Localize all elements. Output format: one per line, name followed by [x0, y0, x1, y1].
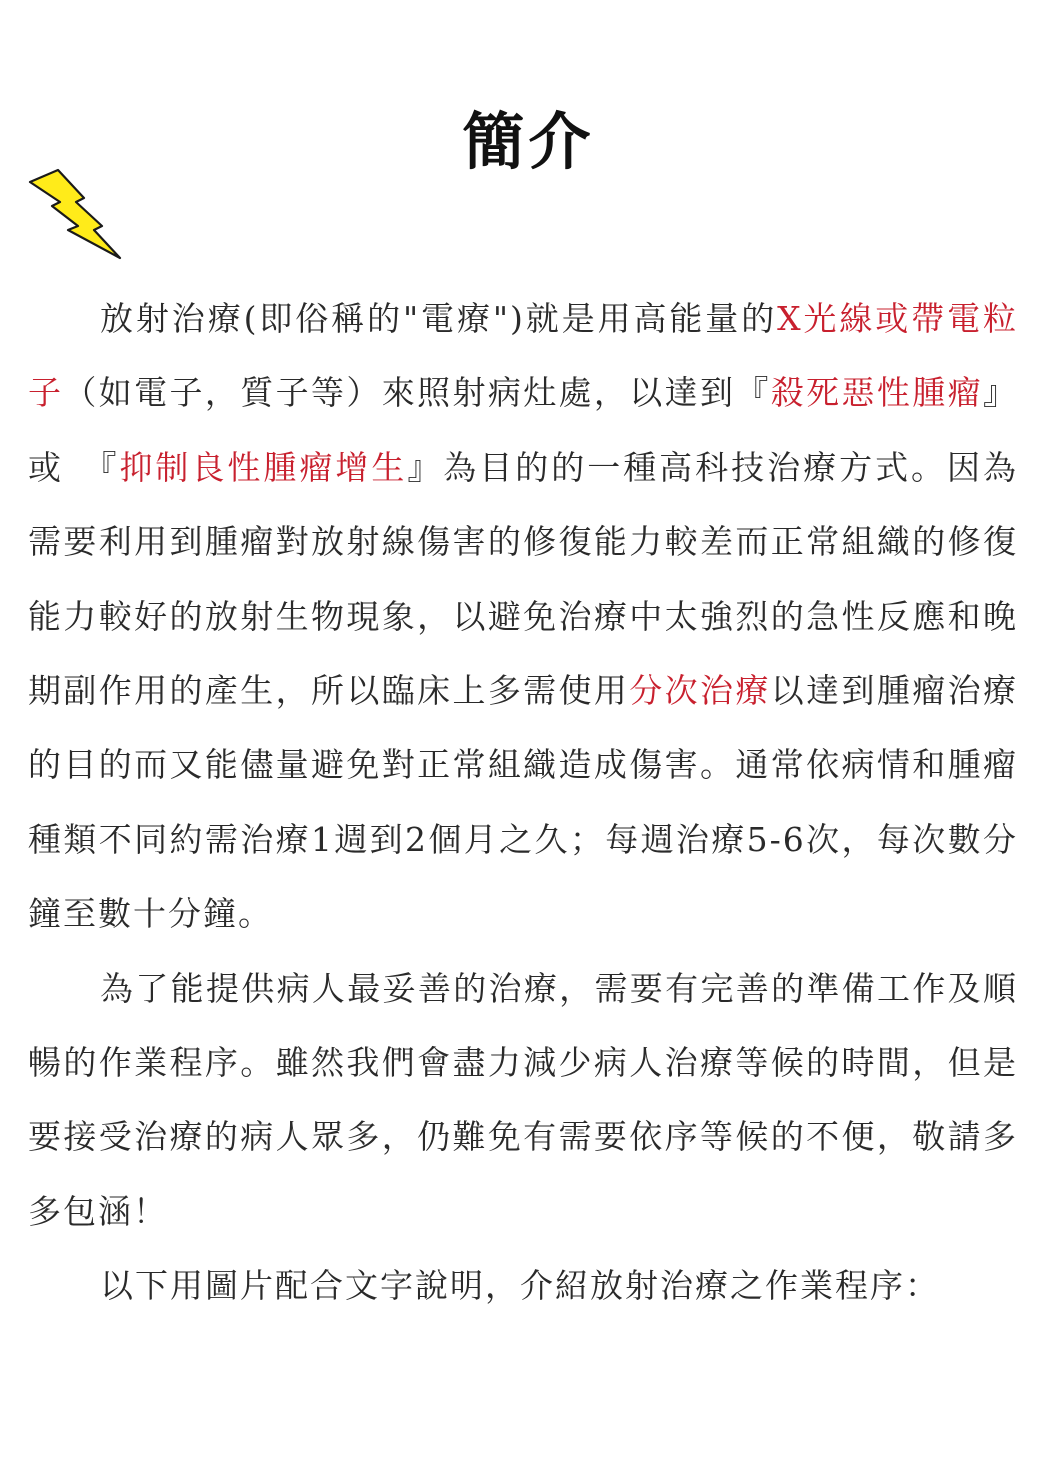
text-segment: 放射治療(即俗稱的"電療")就是用高能量的: [100, 299, 778, 338]
waiting-paragraph: 為了能提供病人最妥善的治療，需要有完善的準備工作及順暢的作業程序。雖然我們會盡力減少病人治療等候的時間，但是要接受治療的病人眾多，仍難免有需要依序等候的不便，敬請多多包涵！: [28, 968, 1018, 1231]
lightning-bolt-icon: [28, 168, 122, 260]
text-segment: （如電子，質子等）來照射病灶處，以達到『: [63, 373, 771, 413]
article-body: [28, 282, 1018, 1324]
text-segment: 』或 『: [28, 373, 1019, 487]
procedure-intro-paragraph: 以下用圖片配合文字說明，介紹放射治療之作業程序：: [100, 1266, 940, 1306]
highlight-inhibit-benign-tumor: 抑制良性腫瘤增生: [119, 447, 408, 487]
text-segment: 』為目的的一種高科技治療方式。因為需要利用到腫瘤對放射線傷害的修復能力較差而正常組織的修復能力較好的放射生物現象，以避免治療中太強烈的急性反應和晚期副作用的產生，所以臨床上多需使用: [28, 447, 1019, 711]
highlight-xray-particles: X光線或帶電粒子: [28, 299, 1019, 413]
text-segment: 以達到腫瘤治療的目的而又能儘量避免對正常組織造成傷害。通常依病情和腫瘤種類不同約需治療1週到2個月之久；每週治療5-6次，每次數分鐘至數十分鐘。: [28, 671, 1019, 934]
highlight-fractionated-treatment: 分次治療: [629, 671, 771, 711]
page-title: 簡介: [462, 105, 595, 178]
intro-paragraph: [28, 282, 1018, 952]
highlight-kill-malignant-tumor: 殺死惡性腫瘤: [770, 373, 984, 413]
